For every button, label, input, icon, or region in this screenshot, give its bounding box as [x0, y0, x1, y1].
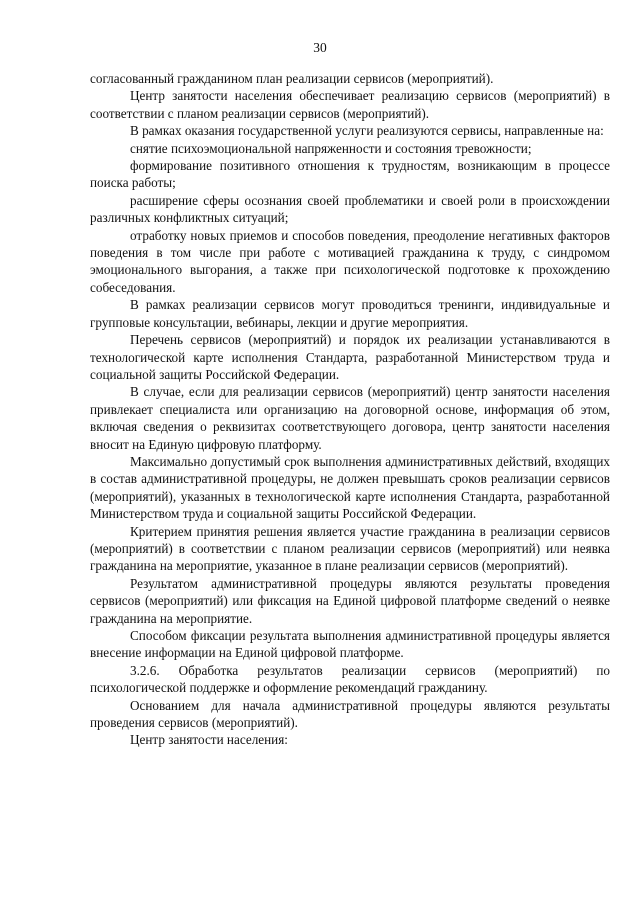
paragraph: В рамках оказания государственной услуги реализуются сервисы, направленные на: [130, 123, 604, 139]
document-body [90, 70, 610, 749]
paragraph: Максимально допустимый срок выполнения административных действий, входящих в состав административной процедуры, не должен превышать сроков реализации сервисов (мероприятий), указанных в технологической карте исполнения Стандарта, разработанной Министерством труда и социальной защиты Российской Федерации. [90, 453, 610, 522]
section-heading: 3.2.6. Обработка результатов реализации сервисов (мероприятий) по психологической поддержке и оформление рекомендаций гражданину. [90, 662, 610, 696]
paragraph: Центр занятости населения: [130, 732, 288, 748]
page-number: 30 [313, 40, 327, 55]
list-item: отработку новых приемов и способов поведения, преодоление негативных факторов поведения в том числе при работе с мотивацией гражданина к труду, с синдромом эмоционального выгорания, а также при психологической подготовке к прохождению собеседования. [90, 227, 610, 295]
list-item: расширение сферы осознания своей проблематики и своей роли в происхождении различных конфликтных ситуаций; [90, 192, 610, 226]
paragraph: В случае, если для реализации сервисов (мероприятий) центр занятости населения привлекает специалиста или организацию на договорной основе, информация об этом, включая сведения о реквизитах соответствующего договора, центр занятости населения вносит на Единую цифровую платформу. [90, 384, 610, 452]
list-item: формирование позитивного отношения к трудностям, возникающим в процессе поиска работы; [90, 158, 610, 191]
list-item: снятие психоэмоциональной напряженности и состояния тревожности; [130, 140, 532, 156]
paragraph-continuation: согласованный гражданином план реализации сервисов (мероприятий). [90, 71, 494, 86]
paragraph: Перечень сервисов (мероприятий) и порядок их реализации устанавливаются в технологической карте исполнения Стандарта, разработанной Министерством труда и социальной защиты Российской Федерации. [90, 332, 610, 382]
paragraph: В рамках реализации сервисов могут проводиться тренинги, индивидуальные и групповые консультации, вебинары, лекции и другие мероприятия. [90, 297, 610, 330]
paragraph: Центр занятости населения обеспечивает реализацию сервисов (мероприятий) в соответствии с планом реализации сервисов (мероприятий). [90, 88, 610, 121]
paragraph: Результатом административной процедуры являются результаты проведения сервисов (мероприятий) или фиксация на Единой цифровой платформе сведений о неявке гражданина на мероприятие. [90, 575, 610, 626]
paragraph: Способом фиксации результата выполнения административной процедуры является внесение информации на Единой цифровой платформе. [90, 628, 610, 661]
paragraph: Критерием принятия решения является участие гражданина в реализации сервисов (мероприятий) в соответствии с планом реализации сервисов (мероприятий) или неявка гражданина на мероприятие, указанное в плане реализации сервисов (мероприятий). [90, 523, 610, 574]
paragraph: Основанием для начала административной процедуры являются результаты проведения сервисов (мероприятий). [90, 697, 610, 731]
